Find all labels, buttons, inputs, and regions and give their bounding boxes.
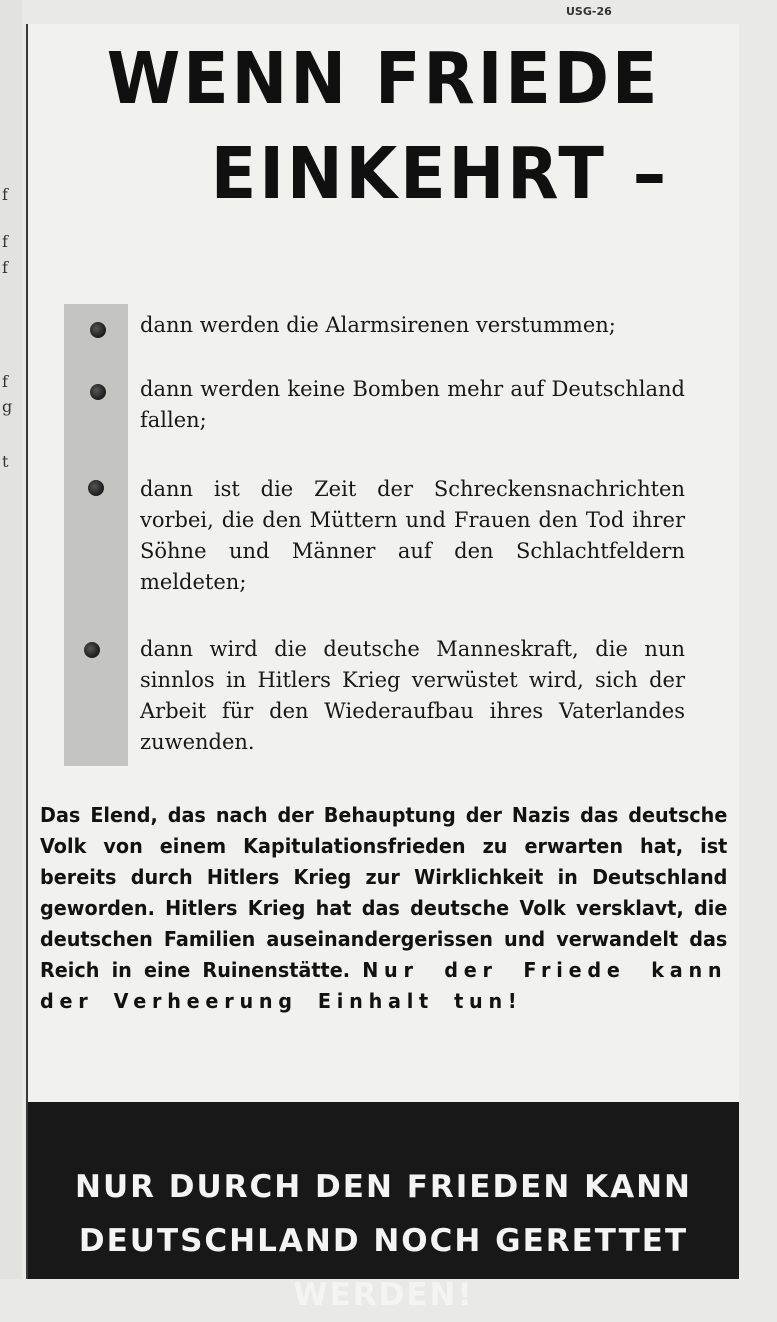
bullet-dot — [88, 480, 104, 496]
page-code: USG-26 — [566, 5, 612, 18]
margin-fragment: f — [2, 372, 8, 391]
list-item: dann ist die Zeit der Schreckensnachrichten vorbei, die den Müttern und Frauen den Tod ihrer Söhne und Männer auf den Schlachtfeldern meldeten; — [140, 477, 685, 594]
margin-fragment: t — [2, 452, 9, 471]
bullet-dot — [90, 384, 106, 400]
list-item: dann werden die Alarmsirenen verstummen; — [140, 313, 616, 337]
list-item: dann werden keine Bomben mehr auf Deutschland fallen; — [140, 377, 685, 432]
leaflet — [26, 24, 739, 1313]
headline — [49, 24, 717, 219]
footer-banner — [28, 1102, 739, 1313]
footer-line-1: NUR DURCH DEN FRIEDEN KANN — [75, 1169, 692, 1205]
footer-slogan — [28, 1160, 739, 1322]
paragraph-main: Das Elend, das nach der Behauptung der Nazis das deutsche Volk von einem Kapitulationsfrieden zu erwarten hat, ist bereits durch Hitlers Krieg zur Wirklichkeit in Deutschland geworden. Hitlers Krieg hat das deutsche Volk versklavt, die deutschen Familien auseinandergerissen und verwandelt das Reich in eine Ruinenstätte. — [40, 803, 728, 982]
bullet-bar — [64, 304, 128, 766]
headline-line-2: EINKEHRT – — [210, 132, 669, 215]
list-item: dann wird die deutsche Manneskraft, die nun sinnlos in Hitlers Krieg verwüstet wird, sich der Arbeit für den Wiederaufbau ihres Vaterlandes zuwenden. — [140, 637, 685, 754]
bullet-dot — [90, 322, 106, 338]
headline-line-1: WENN FRIEDE — [106, 37, 661, 120]
margin-fragment: f — [2, 185, 8, 204]
bullet-dot — [84, 642, 100, 658]
margin-fragment: g — [2, 397, 13, 416]
margin-fragment: f — [2, 232, 8, 251]
footer-line-2: DEUTSCHLAND NOCH GERETTET WERDEN! — [78, 1223, 689, 1313]
body-paragraph — [40, 800, 727, 1017]
adjacent-page-margin — [0, 0, 22, 1279]
paragraph-emphasis: Nur der Friede kann der Verheerung Einhalt tun! — [40, 958, 728, 1013]
margin-fragment: f — [2, 258, 8, 277]
